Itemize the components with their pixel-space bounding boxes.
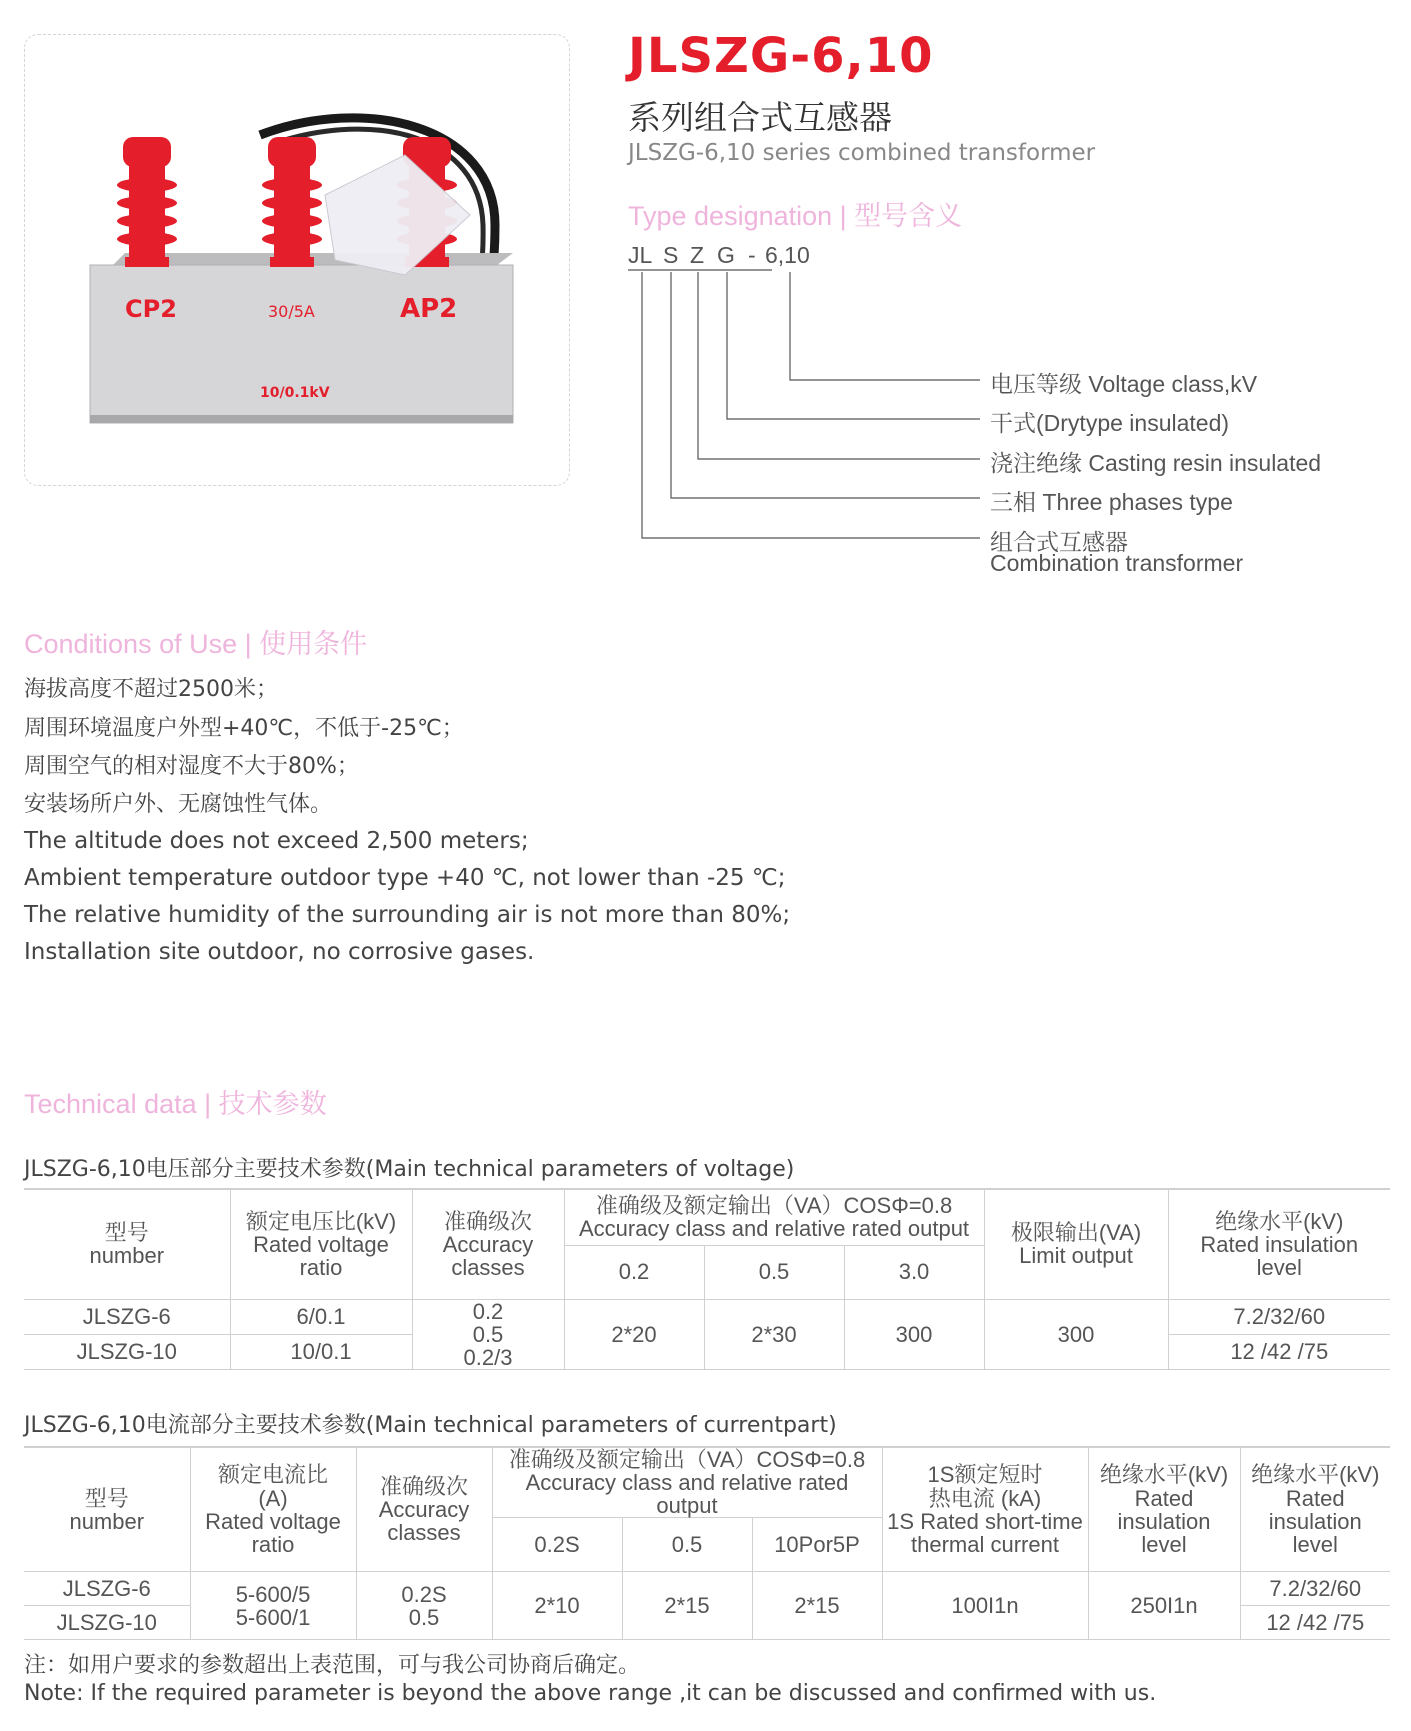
ct-h-ratio: 额定电流比 (A) Rated voltage ratio — [190, 1447, 356, 1572]
vt-out-b: 2*30 — [704, 1299, 844, 1369]
ct-out-c: 2*15 — [752, 1572, 882, 1640]
photo-label-bottom: 10/0.1kV — [260, 385, 330, 401]
ct-short-time: 100I1n — [882, 1572, 1088, 1640]
ct-h-out-c: 10Por5P — [752, 1518, 882, 1572]
code-jl: JL — [628, 242, 653, 268]
vt-row2-model: JLSZG-10 — [24, 1334, 230, 1369]
code-dash: - — [748, 242, 756, 268]
en-subtitle: JLSZG-6,10 series combined transformer — [628, 140, 1096, 166]
vt-h-limit: 极限输出(VA) Limit output — [984, 1189, 1168, 1299]
condition-en-2: Ambient temperature outdoor type +40 ℃, not lower than -25 ℃; — [24, 865, 786, 891]
note-cn: 注：如用户要求的参数超出上表范围，可与我公司协商后确定。 — [24, 1653, 641, 1678]
vt-row2-insulation: 12 /42 /75 — [1168, 1334, 1390, 1369]
designation-voltage-class: 电压等级 Voltage class,kV — [990, 371, 1258, 397]
condition-cn-1: 海拔高度不超过2500米； — [24, 677, 278, 702]
vt-h-output: 准确级及额定输出（VA）COSΦ=0.8 Accuracy class and relative rated output — [564, 1189, 984, 1245]
ct-h-out-a: 0.2S — [492, 1518, 622, 1572]
condition-en-3: The relative humidity of the surrounding air is not more than 80%; — [24, 902, 791, 928]
ct-h-output: 准确级及额定输出（VA）COSΦ=0.8 Accuracy class and relative rated output — [492, 1447, 882, 1518]
ct-row2-model: JLSZG-10 — [24, 1606, 190, 1640]
vt-h-out-c: 3.0 — [844, 1245, 984, 1299]
vt-out-a: 2*20 — [564, 1299, 704, 1369]
current-table — [24, 1446, 1390, 1640]
vt-h-out-a: 0.2 — [564, 1245, 704, 1299]
voltage-table-caption: JLSZG-6,10电压部分主要技术参数(Main technical parameters of voltage) — [24, 1157, 795, 1182]
condition-en-4: Installation site outdoor, no corrosive gases. — [24, 939, 535, 965]
vt-out-c: 300 — [844, 1299, 984, 1369]
ct-dynamic: 250I1n — [1088, 1572, 1240, 1640]
condition-en-1: The altitude does not exceed 2,500 meters; — [24, 828, 529, 854]
ct-row2-insulation: 12 /42 /75 — [1240, 1606, 1390, 1640]
technical-heading: Technical data | 技术参数 — [24, 1089, 327, 1119]
vt-row1-model: JLSZG-6 — [24, 1299, 230, 1334]
designation-combination-cn: 组合式互感器 — [990, 529, 1128, 555]
vt-h-insulation: 绝缘水平(kV) Rated insulation level — [1168, 1189, 1390, 1299]
ct-h-model: 型号 number — [24, 1447, 190, 1572]
ct-h-accuracy: 准确级次 Accuracy classes — [356, 1447, 492, 1572]
current-table-caption: JLSZG-6,10电流部分主要技术参数(Main technical parameters of currentpart) — [24, 1413, 837, 1438]
type-designation-heading: Type designation | 型号含义 — [628, 201, 963, 231]
designation-drytype: 干式(Drytype insulated) — [990, 410, 1230, 436]
ct-row1-model: JLSZG-6 — [24, 1572, 190, 1606]
designation-casting-resin: 浇注绝缘 Casting resin insulated — [990, 450, 1322, 476]
ct-h-insulation-1: 绝缘水平(kV) Rated insulation level — [1088, 1447, 1240, 1572]
vt-h-out-b: 0.5 — [704, 1245, 844, 1299]
ct-out-b: 2*15 — [622, 1572, 752, 1640]
photo-label-left: CP2 — [125, 295, 177, 323]
condition-cn-4: 安装场所户外、无腐蚀性气体。 — [24, 792, 333, 817]
vt-row1-ratio: 6/0.1 — [230, 1299, 412, 1334]
note-en: Note: If the required parameter is beyond the above range ,it can be discussed and confirmed with us. — [24, 1681, 1157, 1706]
ct-h-out-b: 0.5 — [622, 1518, 752, 1572]
vt-h-ratio: 额定电压比(kV) Rated voltage ratio — [230, 1189, 412, 1299]
voltage-table — [24, 1188, 1390, 1370]
vt-h-accuracy: 准确级次 Accuracy classes — [412, 1189, 564, 1299]
condition-cn-3: 周围空气的相对湿度不大于80%； — [24, 754, 359, 779]
condition-cn-2: 周围环境温度户外型+40℃，不低于-25℃； — [24, 716, 464, 741]
ct-ratio-cell: 5-600/5 5-600/1 — [190, 1572, 356, 1640]
ct-out-a: 2*10 — [492, 1572, 622, 1640]
vt-row2-ratio: 10/0.1 — [230, 1334, 412, 1369]
photo-label-right: AP2 — [400, 294, 458, 324]
code-g: G — [717, 242, 735, 268]
photo-label-center: 30/5A — [268, 302, 315, 321]
code-voltage: 6,10 — [765, 242, 810, 268]
ct-accuracy-cell: 0.2S 0.5 — [356, 1572, 492, 1640]
ct-row1-insulation: 7.2/32/60 — [1240, 1572, 1390, 1606]
vt-accuracy-cell: 0.2 0.5 0.2/3 — [412, 1299, 564, 1369]
cn-subtitle: 系列组合式互感器 — [628, 98, 892, 137]
vt-row1-insulation: 7.2/32/60 — [1168, 1299, 1390, 1334]
conditions-heading: Conditions of Use | 使用条件 — [24, 629, 368, 659]
vt-limit: 300 — [984, 1299, 1168, 1369]
model-title: JLSZG-6,10 — [628, 28, 934, 84]
code-z: Z — [690, 242, 705, 268]
ct-h-short-time: 1S额定短时 热电流 (kA) 1S Rated short-time thermal current — [882, 1447, 1088, 1572]
designation-three-phase: 三相 Three phases type — [990, 489, 1233, 515]
designation-combination-en: Combination transformer — [990, 550, 1244, 576]
code-s: S — [663, 242, 679, 268]
vt-h-model: 型号 number — [24, 1189, 230, 1299]
ct-h-insulation-2: 绝缘水平(kV) Rated insulation level — [1240, 1447, 1390, 1572]
